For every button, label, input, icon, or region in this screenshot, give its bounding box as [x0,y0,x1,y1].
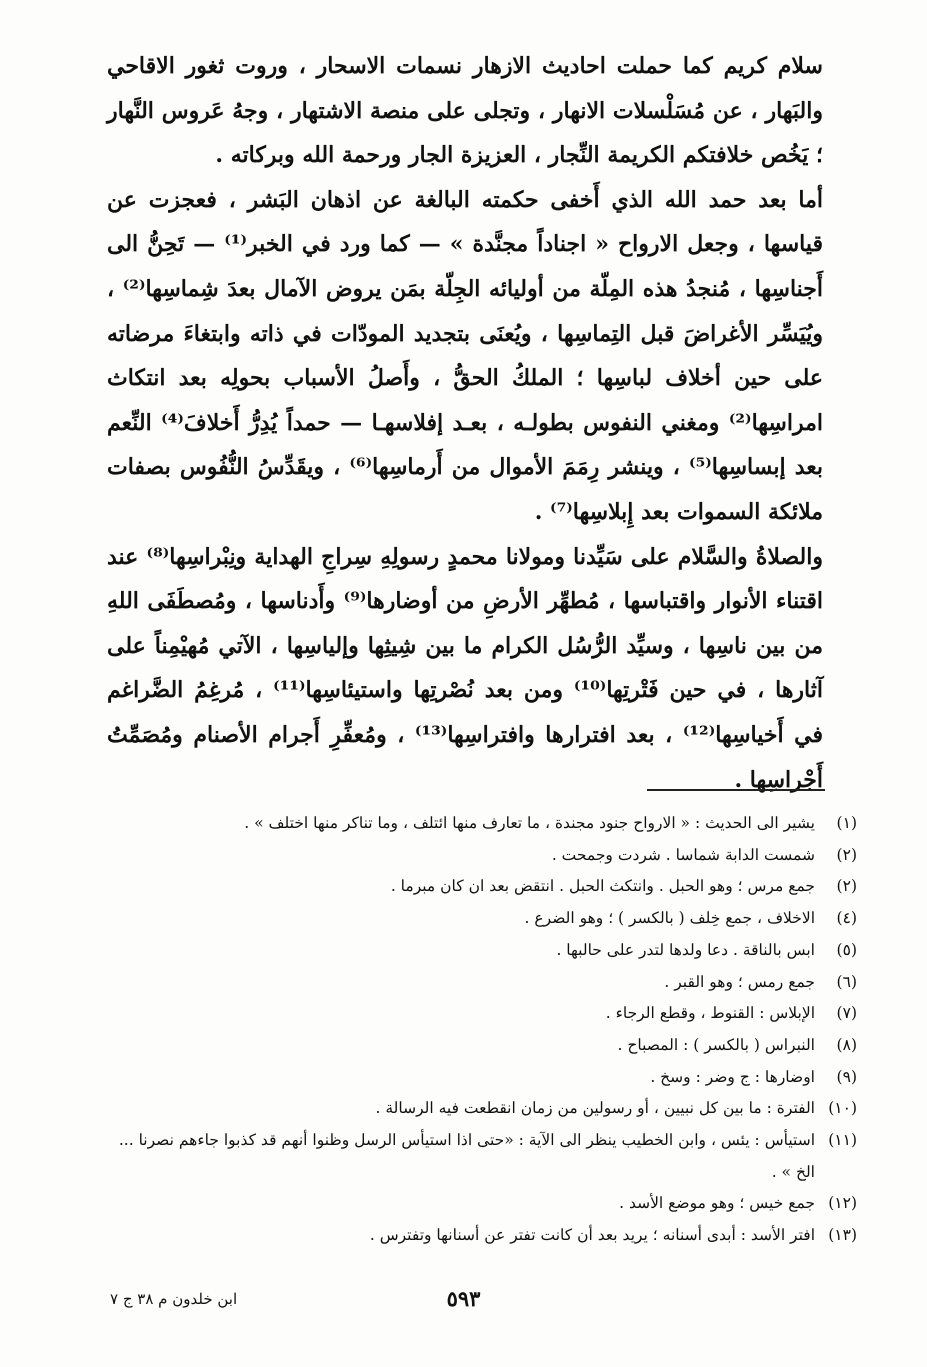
footnote-7 [97,998,857,1030]
footnote-text: الإبلاس : القنوط ، وقطع الرجاء . [605,1004,815,1023]
footnote-text: جمع مرس ؛ وهو الحبل . وانتكث الحبل . انتقض بعد ان كان مبرما . [390,877,815,896]
footnote-11 [97,1125,857,1188]
paragraph-praise: أما بعد حمد الله الذي أَخفى حكمته البالغة عن اذهان البَشر ، فعجزت عن قياسها ، وجعل الارواح « اجناداً مجنَّدة » — كما ورد في الخبر⁽¹⁾ — تَحِنُّ الى أَجناسِها ، مُنجدُ هذه المِلّة من أوليائه الجِلّة بمَن يروض الآمال بعدَ شِماسِها⁽²⁾ ، ويُيَسِّر الأغراضَ قبل التِماسِها ، ويُعنَى بتجديد المودّات في ذاته وابتغاءَ مرضاته على حين أخلاف لباسِها ؛ الملكُ الحقُّ ، وأَصلُ الأسباب بحولِه بعد انتكاث امراسِها⁽²⁾ ومغني النفوس بطولـه ، بعـد إفلاسهـا — حمداً يُدِرُّ أَخلافَ⁽⁴⁾ النِّعم بعد إبساسِها⁽⁵⁾ ، وينشر رِمَمَ الأموال من أَرماسِها⁽⁶⁾ ، ويقَدِّسُ النُّفُوس بصفات ملائكة السموات بعد إِبلاسِها⁽⁷⁾ . [107,186,824,525]
signature-mark: ابن خلدون م ٣٨ ج ٧ [110,1290,238,1308]
footnote-text: جمع رمس ؛ وهو القبر . [664,972,815,991]
footnote-6 [97,967,857,999]
footnote-text: ابس بالناقة . دعا ولدها لتدر على حالبها . [556,940,815,959]
footnote-number: (٩) [836,1067,857,1086]
footnote-text: شمست الدابة شماسا . شردت وجمحت . [551,845,815,864]
page-footer [0,1286,927,1320]
footnote-number: (١٢) [828,1194,857,1213]
footnote-text: الاخلاف ، جمع خِلف ( بالكسر ) ؛ وهو الضرع . [524,909,815,928]
footnote-number: (١) [836,814,857,832]
footnote-text: اوضارها : ج وضر : وسخ . [650,1067,815,1086]
footnote-number: (٥) [836,940,857,959]
footnote-3 [97,871,857,903]
paragraph-greeting: سلام كريم كما حملت احاديث الازهار نسمات الاسحار ، وروت ثغور الاقاحي والبَهار ، عن مُسَلْسلات الانهار ، وتجلى على منصة الاشتهار ، وجهُ عَروس النَّهار ؛ يَخُص خلافتكم الكريمة النِّجار ، العزيزة الجار ورحمة الله وبركاته . [107,53,823,169]
footnote-number: (٤) [836,909,857,928]
paragraph-prayer: والصلاةُ والسَّلام على سَيِّدنا ومولانا محمدٍ رسولِهِ سِراجِ الهداية ونِبْراسِها⁽⁸⁾ عند اقتناء الأنوار واقتباسها ، مُطهِّر الأرضِ من أوضارها⁽⁹⁾ وأَدناسها ، ومُصطَفَى اللهِ من بين ناسِها ، وسيِّد الرُّسُل الكرام ما بين شِيثِها وإلياسِها ، الآتي مُهيْمِناً على آثارها ، في حين فَتْرتِها⁽¹⁰⁾ ومن بعد نُصْرتِها واستيئاسِها⁽¹¹⁾ ، مُرغِمُ الضَّراغم في أَخياسِها⁽¹²⁾ ، بعد افترارها وافتراسِها⁽¹³⁾ ، ومُعفِّرِ أَجرام الأصنام ومُصَمِّتُ أَجْراسِها . [107,543,823,793]
footnote-4 [97,903,857,935]
footnote-text: النبراس ( بالكسر ) : المصباح . [617,1035,815,1054]
footnote-text: يشير الى الحديث : « الارواح جنود مجندة ، ما تعارف منها ائتلف ، وما تناكر منها اختلف » . [244,814,815,832]
page-number: ٥٩٣ [446,1286,481,1311]
footnote-12 [97,1188,857,1220]
footnote-number: (٨) [836,1035,857,1054]
footnote-number: (١٠) [828,1099,857,1118]
footnote-10 [97,1093,857,1125]
footnote-13 [97,1220,857,1252]
footnote-number: (٢) [836,877,857,896]
footnote-8 [97,1030,857,1062]
footnote-number: (١٣) [828,1226,857,1245]
footnote-number: (٦) [836,972,857,991]
footnote-2 [97,840,857,872]
footnote-separator [647,789,825,791]
footnote-number: (٧) [836,1004,857,1023]
footnotes-list [97,808,857,1252]
footnote-5 [97,935,857,967]
footnote-9 [97,1062,857,1094]
footnote-1 [97,808,857,840]
main-text [107,44,823,802]
footnote-text: افتر الأسد : أبدى أسنانه ؛ يريد بعد أن كانت تفتر عن أسنانها وتفترس . [369,1226,815,1245]
footnote-text: استيأس : يئس ، وابن الخطيب ينظر الى الآية : «حتى اذا استيأس الرسل وظنوا أنهم قد كذبوا جاءهم نصرنا ... الخ » . [118,1131,815,1181]
footnote-number: (١١) [828,1131,857,1150]
footnote-number: (٢) [836,845,857,864]
footnote-text: جمع خيس ؛ وهو موضع الأسد . [619,1194,815,1213]
footnote-text: الفترة : ما بين كل نبيين ، أو رسولين من زمان انقطعت فيه الرسالة . [375,1099,815,1118]
